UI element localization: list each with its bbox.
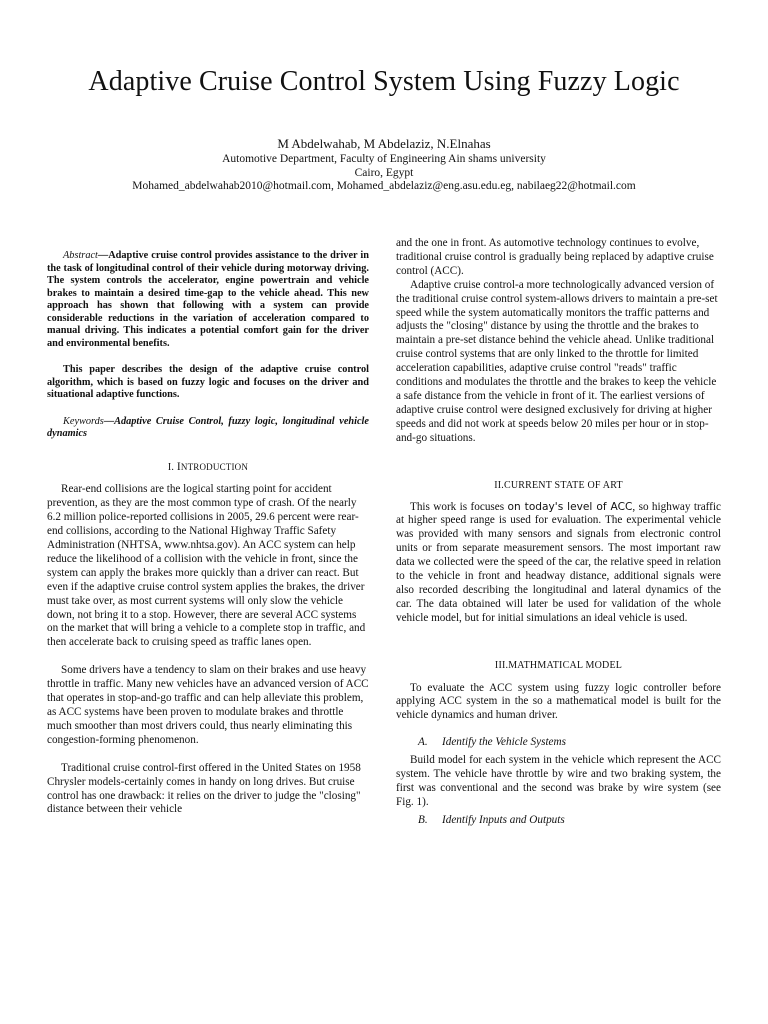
abstract-dash: — (97, 250, 109, 261)
keywords-paragraph (47, 416, 369, 441)
subsection-title: Identify Inputs and Outputs (442, 813, 565, 826)
art-text-end: , so highway traffic at higher speed range is used for evaluation. The experimental vehicle was provided with many sensors and signals from electronic control units or from separate measurement sensors. The most important raw data we collected were the speed of the car, the relative speed in relation to the vehicle in front and headway distance, additional signals were also recorded describing the longitudinal and lateral dynamics of the car. The data obtained will later be used for validation of the whole vehicle model, but for initial simulations an ideal vehicle is used. (396, 500, 721, 624)
affiliation-department: Automotive Department, Faculty of Engineering Ain shams university (222, 153, 546, 165)
art-text-mono: on today's level of ACC (507, 500, 633, 513)
author-emails: Mohamed_abdelwahab2010@hotmail.com, Mohamed_abdelaziz@eng.asu.edu.eg, nabilaeg22@hotmail.com (132, 180, 636, 192)
right-column (396, 237, 721, 828)
paper-authors: M Abdelwahab, M Abdelaziz, N.Elnahas (277, 136, 491, 151)
right-paragraph-1: and the one in front. As automotive technology continues to evolve, traditional cruise control is gradually being replaced by adaptive cruise control (ACC). (396, 237, 714, 277)
heading-rest: NTRODUCTION (180, 461, 249, 472)
abstract-paragraph-2: This paper describes the design of the adaptive cruise control algorithm, which is based on fuzzy logic and focuses on the driver and situational adaptive functions. (47, 364, 369, 400)
keywords-dash: — (103, 415, 115, 427)
affiliation-city: Cairo, Egypt (354, 166, 414, 179)
subsection-letter: A. (418, 736, 428, 749)
intro-paragraph-2: Some drivers have a tendency to slam on their brakes and use heavy throttle in traffic. Many new vehicles have an advanced version of ACC that operates in stop-and-go traffic and can help alleviate this problem, as ACC systems have been proven to modulate brakes and throttle much smoother than most drivers could, thus nearly eliminating this congestion-forming phenomenon. (47, 664, 369, 746)
heading-initial: I (176, 460, 181, 473)
subsection-heading-a (418, 736, 721, 750)
art-text-start: This work is focuses (410, 500, 508, 513)
math-paragraph-2: Build model for each system in the vehicle which represent the ACC system. The vehicle have throttle by wire and two braking system, the first was conventional and the second was brake by wire system (see Fig. 1). (396, 754, 721, 808)
subsection-title: Identify the Vehicle Systems (442, 736, 566, 749)
subsection-heading-b (418, 814, 721, 828)
intro-paragraph-3: Traditional cruise control-first offered in the United States on 1958 Chrysler models-certainly comes in handy on long drives. But cruise control has one drawback: it relies on the driver to judge the "closing" distance between their vehicle (47, 761, 361, 816)
keywords-text: Adaptive Cruise Control, fuzzy logic, longitudinal vehicle dynamics (47, 415, 369, 439)
paper-title: Adaptive Cruise Control System Using Fuzzy Logic (88, 66, 680, 97)
section-number: I. (167, 461, 177, 473)
subsection-letter: B. (418, 813, 428, 826)
math-paragraph-1: To evaluate the ACC system using fuzzy logic controller before applying ACC system in the so a mathematical model is built for the vehicle dynamics and human driver. (396, 681, 721, 722)
art-paragraph-1 (396, 501, 721, 626)
section-heading-introduction (47, 461, 369, 475)
abstract-paragraph (47, 250, 369, 350)
section-heading-math-model: III.MATHMATICAL MODEL (494, 659, 623, 671)
right-paragraph-2: Adaptive cruise control-a more technologically advanced version of the traditional cruise control system-allows drivers to maintain a pre-set speed while the system automatically monitors the traffic patterns and adjusts the "closing" distance by using the throttle and the brakes to maintain a pre-set distance behind the vehicle ahead. Unlike traditional cruise control systems that are only linked to the throttle for limited acceleration capabilities, adaptive cruise control "reads" traffic conditions and modulates the throttle and the brakes to keep the vehicle a safe distance from the vehicle in front of it. The earliest versions of adaptive cruise control were designed exclusively for driving at higher speeds and did not work at speeds below 20 miles per hour or in stop-and-go situations. (396, 278, 718, 444)
section-heading-current-state: II.CURRENT STATE OF ART (494, 479, 623, 491)
abstract-label: Abstract (63, 250, 98, 261)
left-column (47, 250, 369, 817)
abstract-text: Adaptive cruise control provides assistance to the driver in the task of longitudinal control of their vehicle during motorway driving. The system controls the accelerator, engine powertrain and vehicle brakes to maintain a desired time-gap to the vehicle ahead. This new approach has shown that following with a system can provide considerable reductions in the variation of acceleration compared to manual driving. This indicates a potential comfort gain for the driver and environmental benefits. (47, 250, 369, 349)
keywords-label: Keywords (63, 415, 104, 427)
affiliation-block (0, 153, 768, 194)
intro-paragraph-1: Rear-end collisions are the logical starting point for accident prevention, as they are the most common type of crash. Of the nearly 6.2 million police-reported collisions in 2005, 29.6 percent were rear-end collisions, according to the National Highway Traffic Safety Administration (NHTSA, www.nhtsa.gov). An ACC system can help reduce the likelihood of a collision with the vehicle in front, since the system can apply the brakes more quickly than a driver can react. But even if the adaptive cruise control system applies the brakes, the driver must take over, as most current systems will only slow the vehicle down, not bring it to a stop. However, there are several ACC systems on the market that will bring a vehicle to a complete stop in traffic, and then accelerate back to cruising speed as traffic lanes open. (47, 483, 366, 649)
